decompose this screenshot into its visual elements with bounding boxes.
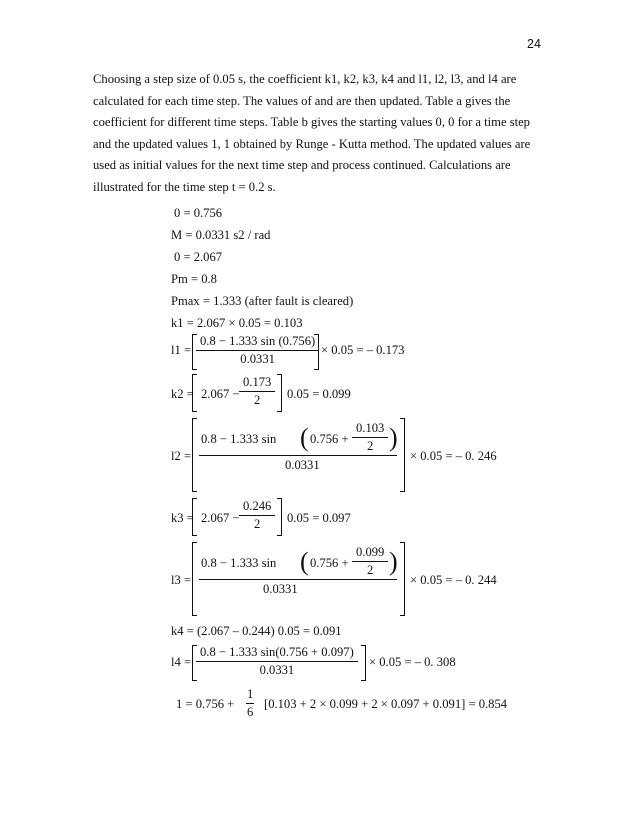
- bracket-left: [192, 498, 197, 536]
- l1-rhs: × 0.05 = – 0.173: [321, 343, 405, 357]
- l3-term: 0.8 − 1.333 sin: [201, 556, 277, 570]
- bracket-right: [277, 498, 282, 536]
- l3-term-b: 0.756 +: [310, 556, 349, 570]
- k3-rhs: 0.05 = 0.097: [287, 511, 351, 525]
- delta0-line: 0 = 0.756: [174, 206, 223, 220]
- k2-fraction: [239, 375, 275, 408]
- intro-paragraph: [93, 69, 553, 198]
- bracket-right: [314, 334, 319, 370]
- k3-fraction: [239, 499, 275, 532]
- l3-inner-numerator: 0.099: [352, 545, 388, 562]
- k2-lhs: k2 =: [171, 387, 194, 401]
- l2-inner-fraction: [352, 421, 388, 454]
- l2-inner-denominator: 2: [367, 439, 374, 453]
- delta1-numerator: 1: [246, 687, 254, 704]
- l2-rhs: × 0.05 = – 0. 246: [410, 449, 497, 463]
- k4-line: k4 = (2.067 – 0.244) 0.05 = 0.091: [171, 624, 342, 638]
- bracket-left: [192, 374, 197, 412]
- delta1-fraction: [246, 687, 254, 720]
- l2-term: 0.8 − 1.333 sin: [201, 432, 277, 446]
- k2-term: 2.067 −: [201, 387, 240, 401]
- paragraph-line: Choosing a step size of 0.05 s, the coefficient k1, k2, k3, k4 and l1, l2, l3, and l4 are: [93, 72, 517, 86]
- delta1-lhs: 1 = 0.756 +: [176, 697, 235, 711]
- inertia-line: M = 0.0331 s2 / rad: [171, 228, 271, 242]
- paragraph-line: used as initial values for the next time step and process continued. Calculations are: [93, 158, 511, 172]
- k3-denominator: 2: [254, 517, 261, 531]
- paragraph-line: illustrated for the time step t = 0.2 s.: [93, 179, 276, 194]
- delta1-rhs: [0.103 + 2 × 0.099 + 2 × 0.097 + 0.091] = 0.854: [264, 697, 508, 711]
- l3-denominator: 0.0331: [263, 582, 298, 596]
- l3-lhs: l3 =: [171, 573, 192, 587]
- bracket-left: [192, 418, 197, 492]
- bracket-right: [400, 418, 405, 492]
- l4-denominator: 0.0331: [259, 663, 295, 677]
- l3-inner-fraction: [352, 545, 388, 578]
- l3-inner-denominator: 2: [367, 563, 374, 577]
- pmax-line: Pmax = 1.333 (after fault is cleared): [171, 294, 354, 308]
- k2-denominator: 2: [254, 393, 261, 407]
- fraction-bar: [199, 579, 397, 580]
- bracket-right: [400, 542, 405, 616]
- paragraph-line: calculated for each time step. The values of and are then updated. Table a gives the: [93, 93, 511, 108]
- paren-open: (: [300, 547, 309, 576]
- k2-rhs: 0.05 = 0.099: [287, 387, 351, 401]
- paren-close: ): [389, 547, 398, 576]
- k3-numerator: 0.246: [239, 499, 275, 516]
- k3-term: 2.067 −: [201, 511, 240, 525]
- k1-line: k1 = 2.067 × 0.05 = 0.103: [171, 316, 303, 330]
- l1-denominator: 0.0331: [240, 352, 275, 366]
- l2-lhs: l2 =: [171, 449, 192, 463]
- l1-fraction: [196, 334, 319, 367]
- paren-open: (: [300, 423, 309, 452]
- k2-numerator: 0.173: [239, 375, 275, 392]
- omega0-line: 0 = 2.067: [174, 250, 223, 264]
- l2-term-b: 0.756 +: [310, 432, 349, 446]
- l4-numerator: 0.8 − 1.333 sin(0.756 + 0.097): [196, 645, 358, 662]
- bracket-right: [277, 374, 282, 412]
- l2-inner-numerator: 0.103: [352, 421, 388, 438]
- fraction-bar: [199, 455, 397, 456]
- paragraph-line: coefficient for different time steps. Table b gives the starting values 0, 0 for a time step: [93, 115, 530, 129]
- bracket-right: [361, 645, 366, 681]
- page-number: 24: [527, 37, 541, 51]
- l3-rhs: × 0.05 = – 0. 244: [410, 573, 497, 587]
- pm-line: Pm = 0.8: [171, 272, 217, 286]
- k3-lhs: k3 =: [171, 511, 194, 525]
- paren-close: ): [389, 423, 398, 452]
- l4-lhs: l4 =: [171, 655, 192, 669]
- l1-numerator: 0.8 − 1.333 sin (0.756): [196, 334, 319, 351]
- delta1-denominator: 6: [247, 705, 254, 719]
- paragraph-line: and the updated values 1, 1 obtained by Runge - Kutta method. The updated values are: [93, 136, 531, 151]
- l4-rhs: × 0.05 = – 0. 308: [369, 655, 456, 669]
- l1-lhs: l1 =: [171, 343, 192, 357]
- l4-fraction: [196, 645, 358, 678]
- l2-denominator: 0.0331: [285, 458, 320, 472]
- bracket-left: [192, 542, 197, 616]
